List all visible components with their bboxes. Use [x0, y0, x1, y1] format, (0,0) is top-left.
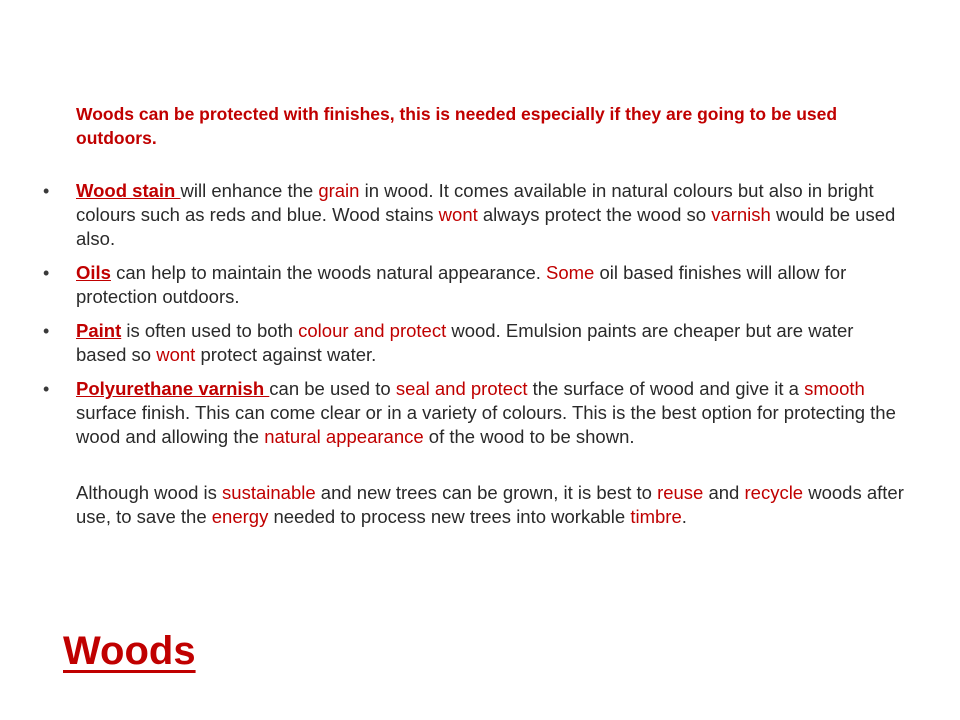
text-run: protect against water. — [195, 344, 377, 365]
bullet-list — [43, 179, 906, 449]
text-run: oil based finishes will allow for protection outdoors. — [76, 262, 847, 307]
intro-paragraph: Woods can be protected with finishes, this is needed especially if they are going to be used outdoors. — [76, 104, 838, 148]
highlight-reuse: reuse — [657, 482, 704, 503]
text-run: . — [681, 506, 687, 527]
bullet-wood-stain — [43, 179, 906, 251]
text-run: and — [703, 482, 745, 503]
slide-body — [43, 102, 906, 529]
bullet-marker: • — [43, 263, 50, 283]
highlight-recycle: recycle — [744, 482, 804, 503]
bullet-marker: • — [43, 379, 50, 399]
term-oils: Oils — [76, 262, 111, 283]
text-run: can be used to — [269, 378, 396, 399]
highlight-natural-appearance: natural appearance — [264, 426, 424, 447]
term-paint: Paint — [76, 320, 122, 341]
highlight-grain: grain — [318, 180, 360, 201]
text-run: needed to process new trees into workable — [268, 506, 631, 527]
highlight-varnish: varnish — [711, 204, 771, 225]
text-run: and new trees can be grown, it is best to — [315, 482, 658, 503]
highlight-timbre: timbre — [630, 506, 682, 527]
text-run: surface finish. This can come clear or in a variety of colours. This is the best option for protecting the wood and allowing the — [76, 402, 896, 447]
highlight-colour-and-protect: colour and protect — [298, 320, 447, 341]
highlight-smooth: smooth — [804, 378, 865, 399]
highlight-some: Some — [546, 262, 595, 283]
highlight-seal-and-protect: seal and protect — [395, 378, 528, 399]
highlight-wont: wont — [156, 344, 196, 365]
slide-title: Woods — [63, 629, 196, 673]
highlight-energy: energy — [211, 506, 269, 527]
text-run: of the wood to be shown. — [423, 426, 635, 447]
text-run: would be used also. — [76, 204, 896, 249]
bullet-oils — [43, 261, 906, 309]
text-run: wood. Emulsion paints are cheaper but are water based so — [76, 320, 854, 365]
bullet-marker: • — [43, 321, 50, 341]
highlight-wont: wont — [438, 204, 478, 225]
text-run: in wood. It comes available in natural colours but also in bright colours such as reds and blue. Wood stains — [76, 180, 874, 225]
bullet-polyurethane-varnish — [43, 377, 906, 449]
text-run: will enhance the — [180, 180, 319, 201]
text-run: the surface of wood and give it a — [527, 378, 805, 399]
text-run: always protect the wood so — [477, 204, 712, 225]
term-polyurethane-varnish: Polyurethane varnish — [76, 378, 270, 399]
closing-paragraph — [76, 481, 906, 529]
text-run: woods after use, to save the — [76, 482, 904, 527]
bullet-paint — [43, 319, 906, 367]
text-run: can help to maintain the woods natural appearance. — [110, 262, 547, 283]
bullet-marker: • — [43, 181, 50, 201]
text-run: Although wood is — [76, 482, 223, 503]
text-run: is often used to both — [121, 320, 299, 341]
highlight-sustainable: sustainable — [222, 482, 316, 503]
term-wood-stain: Wood stain — [76, 180, 181, 201]
